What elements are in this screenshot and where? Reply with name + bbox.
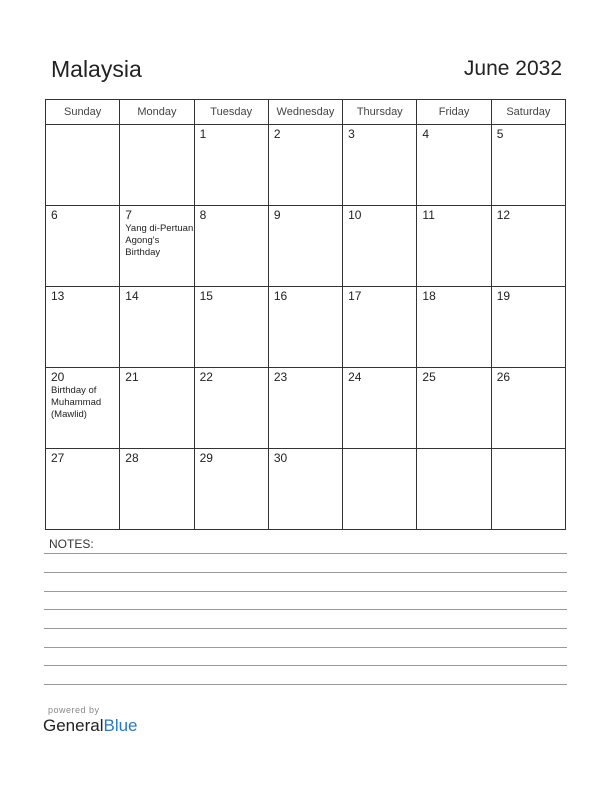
day-number: 17 xyxy=(348,289,362,303)
weekday-header: Friday xyxy=(417,100,491,125)
day-cell xyxy=(268,368,342,449)
day-cell xyxy=(491,125,565,206)
day-number: 13 xyxy=(51,289,65,303)
day-cell xyxy=(46,368,120,449)
day-number: 27 xyxy=(51,451,65,465)
day-cell xyxy=(417,206,491,287)
notes-line xyxy=(44,572,567,573)
day-cell xyxy=(268,287,342,368)
day-number: 29 xyxy=(199,451,213,465)
month-title: June 2032 xyxy=(463,57,562,80)
weekday-header-row xyxy=(46,100,566,125)
day-cell xyxy=(120,368,194,449)
week-row xyxy=(46,287,566,368)
day-number: 14 xyxy=(125,289,139,303)
notes-line xyxy=(44,665,567,666)
brand-general: General xyxy=(43,716,104,735)
day-cell xyxy=(194,287,268,368)
week-row xyxy=(46,206,566,287)
week-row xyxy=(46,449,566,530)
brand-blue: Blue xyxy=(103,716,138,735)
weekday-header: Saturday xyxy=(491,100,565,125)
day-number: 30 xyxy=(273,451,288,465)
day-number: 2 xyxy=(273,127,281,141)
day-number: 21 xyxy=(125,370,139,384)
day-cell xyxy=(417,125,491,206)
day-cell xyxy=(343,206,417,287)
day-number: 1 xyxy=(199,127,207,141)
day-cell xyxy=(491,449,565,530)
day-number: 3 xyxy=(348,127,355,141)
day-cell xyxy=(120,206,194,287)
day-cell xyxy=(417,449,491,530)
day-number: 28 xyxy=(125,451,139,465)
weekday-header: Tuesday xyxy=(194,100,268,125)
day-cell xyxy=(194,125,268,206)
day-cell xyxy=(343,449,417,530)
holiday-label: Birthday of Muhammad (Mawlid) xyxy=(51,385,102,420)
day-cell xyxy=(491,287,565,368)
day-number: 20 xyxy=(51,370,65,384)
day-number: 10 xyxy=(348,208,362,222)
holiday-label: Yang di-Pertuan Agong's Birthday xyxy=(125,223,194,258)
notes-line xyxy=(44,609,567,610)
day-number: 8 xyxy=(199,208,207,222)
week-row xyxy=(46,125,566,206)
day-cell xyxy=(194,368,268,449)
day-number: 4 xyxy=(422,127,430,141)
day-cell xyxy=(194,449,268,530)
day-cell xyxy=(46,206,120,287)
day-cell xyxy=(268,449,342,530)
day-number: 22 xyxy=(199,370,213,384)
day-number: 12 xyxy=(496,208,511,222)
notes-label: NOTES: xyxy=(49,537,94,551)
day-cell xyxy=(417,368,491,449)
day-number: 9 xyxy=(273,208,281,222)
powered-by-text: powered by xyxy=(48,705,100,715)
weekday-header: Thursday xyxy=(343,100,417,125)
brand-logo[interactable] xyxy=(43,716,138,736)
notes-line xyxy=(44,591,567,592)
page-title: Malaysia xyxy=(51,56,142,82)
week-row xyxy=(46,368,566,449)
day-cell xyxy=(46,449,120,530)
day-cell xyxy=(194,206,268,287)
day-cell xyxy=(120,449,194,530)
notes-line xyxy=(44,628,567,629)
day-number: 5 xyxy=(496,127,504,141)
weekday-header: Monday xyxy=(120,100,194,125)
day-number: 26 xyxy=(496,370,511,384)
notes-line xyxy=(44,684,567,685)
day-number: 25 xyxy=(422,370,436,384)
day-cell xyxy=(343,287,417,368)
day-cell xyxy=(343,125,417,206)
calendar-grid xyxy=(45,99,566,530)
day-number: 24 xyxy=(348,370,362,384)
day-cell xyxy=(46,125,120,206)
day-number: 23 xyxy=(273,370,288,384)
day-number: 7 xyxy=(125,208,132,222)
day-cell xyxy=(120,125,194,206)
notes-line xyxy=(44,647,567,648)
weekday-header: Wednesday xyxy=(268,100,342,125)
day-number: 11 xyxy=(422,208,435,222)
day-number: 6 xyxy=(51,208,58,222)
day-number: 15 xyxy=(199,289,213,303)
day-cell xyxy=(268,206,342,287)
day-number: 19 xyxy=(496,289,511,303)
notes-line xyxy=(44,553,567,554)
weekday-header: Sunday xyxy=(46,100,120,125)
day-cell xyxy=(343,368,417,449)
day-cell xyxy=(46,287,120,368)
day-cell xyxy=(491,206,565,287)
day-number: 16 xyxy=(273,289,288,303)
day-cell xyxy=(120,287,194,368)
day-cell xyxy=(491,368,565,449)
day-number: 18 xyxy=(422,289,436,303)
day-cell xyxy=(268,125,342,206)
day-cell xyxy=(417,287,491,368)
